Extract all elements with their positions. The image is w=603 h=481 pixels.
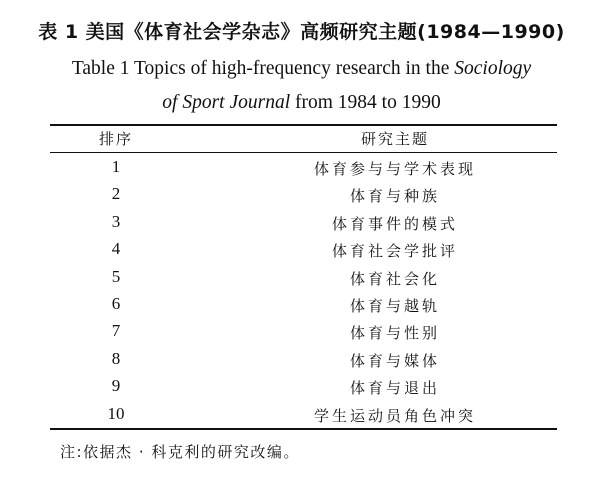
row-rank: 7 <box>111 321 121 341</box>
table-row <box>0 210 603 238</box>
table-row <box>0 265 603 293</box>
table-row <box>0 347 603 375</box>
row-rank: 10 <box>107 403 125 423</box>
row-rank: 9 <box>111 376 121 396</box>
table-caption-chinese: 表 1 美国《体育社会学杂志》高频研究主题(1984—1990) <box>38 21 565 43</box>
table-note: 注:依据杰 · 科克利的研究改编。 <box>60 443 300 461</box>
header-topic: 研究主题 <box>360 130 429 148</box>
table-row <box>0 374 603 402</box>
row-topic: 体育与性别 <box>349 324 440 343</box>
caption-english-journal-part-1: Sociology <box>454 58 532 79</box>
row-topic: 体育与退出 <box>349 379 440 398</box>
row-topic: 体育社会学批评 <box>331 242 458 261</box>
table-bottom-rule <box>50 428 557 430</box>
row-topic: 体育与媒体 <box>349 351 440 370</box>
header-rank: 排序 <box>98 130 133 148</box>
table-caption-english-line-1 <box>0 58 603 80</box>
row-rank: 6 <box>111 294 121 313</box>
table-row <box>0 237 603 265</box>
row-rank: 2 <box>111 184 121 204</box>
row-rank: 3 <box>111 211 121 231</box>
table-row <box>0 319 603 347</box>
row-rank: 1 <box>111 157 121 176</box>
table-header-rule <box>50 152 557 153</box>
table-caption-english-line-2 <box>0 92 603 114</box>
caption-english-prefix: Table 1 Topics of high-frequency research in the <box>71 58 450 79</box>
row-topic: 体育与种族 <box>349 187 440 206</box>
row-rank: 8 <box>111 348 121 368</box>
row-topic: 体育事件的模式 <box>331 214 458 233</box>
table-row <box>0 402 603 430</box>
row-topic: 体育社会化 <box>349 269 440 288</box>
caption-english-suffix: from 1984 to 1990 <box>295 92 441 113</box>
table-row <box>0 182 603 210</box>
caption-english-journal-part-2: of Sport Journal <box>162 92 291 113</box>
row-topic: 学生运动员角色冲突 <box>313 406 476 425</box>
row-rank: 5 <box>111 266 121 286</box>
table-top-rule <box>50 124 557 126</box>
row-rank: 4 <box>111 239 121 259</box>
row-topic: 体育与越轨 <box>349 297 440 315</box>
table-row <box>0 292 603 320</box>
row-topic: 体育参与与学术表现 <box>313 160 476 178</box>
table-row <box>0 155 603 183</box>
